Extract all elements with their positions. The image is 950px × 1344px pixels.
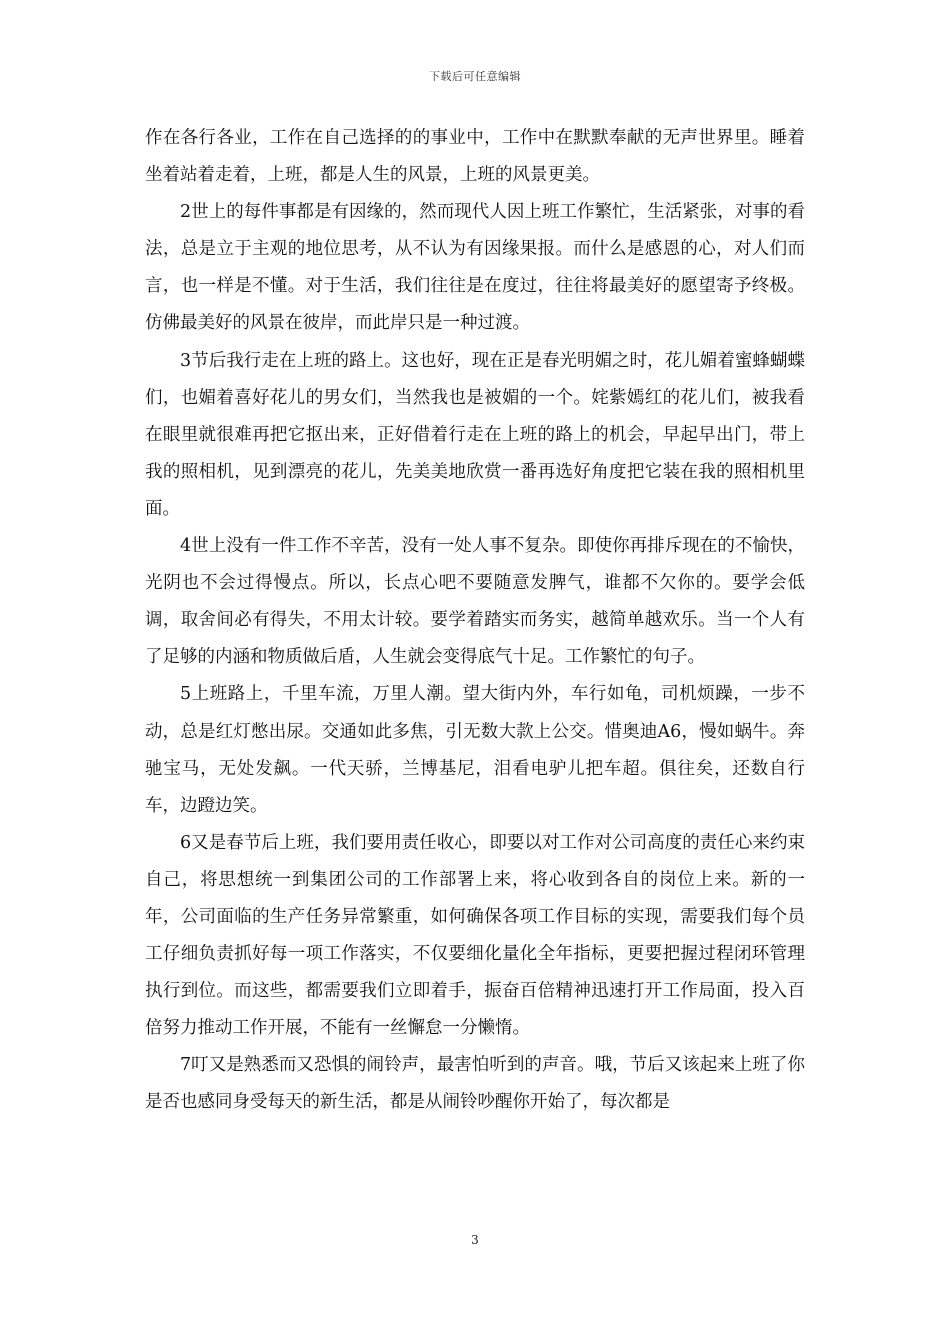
page-header: 下载后可任意编辑 — [429, 70, 521, 83]
paragraph-7: 7叮又是熟悉而又恐惧的闹铃声，最害怕听到的声音。哦，节后又该起来上班了你是否也感同身受每天的新生活，都是从闹铃吵醒你开始了，每次都是 — [145, 1055, 805, 1113]
document-body — [145, 120, 805, 1122]
paragraph-3: 3节后我行走在上班的路上。这也好，现在正是春光明媚之时，花儿媚着蜜蜂蝴蝶们，也媚着喜好花儿的男女们，当然我也是被媚的一个。姹紫嫣红的花儿们，被我看在眼里就很难再把它抠出来，正好借着行走在上班的路上的机会，早起早出门，带上我的照相机，见到漂亮的花儿，先美美地欣赏一番再选好角度把它装在我的照相机里面。 — [145, 350, 805, 519]
page-number: 3 — [471, 1233, 479, 1247]
paragraph-continuation: 作在各行各业，工作在自己选择的的事业中，工作中在默默奉献的无声世界里。睡着坐着站着走着，上班，都是人生的风景，上班的风景更美。 — [145, 128, 805, 186]
paragraph-4: 4世上没有一件工作不辛苦，没有一处人事不复杂。即使你再排斥现在的不愉快，光阴也不会过得慢点。所以，长点心吧不要随意发脾气，谁都不欠你的。要学会低调，取舍间必有得失，不用太计较。要学着踏实而务实，越简单越欢乐。当一个人有了足够的内涵和物质做后盾，人生就会变得底气十足。工作繁忙的句子。 — [145, 536, 805, 668]
paragraph-5: 5上班路上，千里车流，万里人潮。望大街内外，车行如龟，司机烦躁，一步不动，总是红灯憋出尿。交通如此多焦，引无数大款上公交。惜奥迪A6，慢如蜗牛。奔驰宝马，无处发飙。一代天骄，兰博基尼，泪看电驴儿把车超。俱往矣，还数自行车，边蹬边笑。 — [145, 684, 805, 816]
paragraph-6: 6又是春节后上班，我们要用责任收心，即要以对工作对公司高度的责任心来约束自己，将思想统一到集团公司的工作部署上来，将心收到各自的岗位上来。新的一年，公司面临的生产任务异常繁重，如何确保各项工作目标的实现，需要我们每个员工仔细负责抓好每一项工作落实，不仅要细化量化全年指标，更要把握过程闭环管理执行到位。而这些，都需要我们立即着手，振奋百倍精神迅速打开工作局面，投入百倍努力推动工作开展，不能有一丝懈怠一分懒惰。 — [145, 832, 805, 1039]
paragraph-2: 2世上的每件事都是有因缘的，然而现代人因上班工作繁忙，生活紧张，对事的看法，总是立于主观的地位思考，从不认为有因缘果报。而什么是感恩的心，对人们而言，也一样是不懂。对于生活，我们往往是在度过，往往将最美好的愿望寄予终极。仿佛最美好的风景在彼岸，而此岸只是一种过渡。 — [145, 202, 805, 334]
